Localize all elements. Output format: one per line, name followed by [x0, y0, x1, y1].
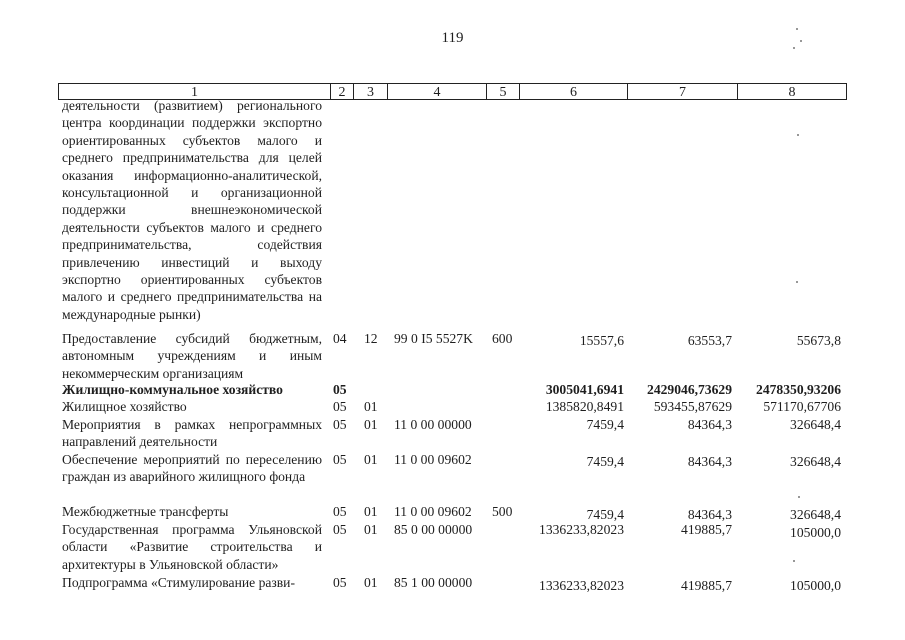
row-value-col7: 84364,3	[687, 454, 732, 469]
row-value-col8: 326648,4	[790, 417, 841, 432]
row-section: 05	[333, 417, 347, 432]
row-subsection: 01	[364, 399, 378, 414]
row-name: Жилищное хозяйство	[62, 399, 187, 414]
scan-speck	[800, 40, 802, 42]
row-value-col6: 1336233,82023	[539, 578, 624, 593]
header-col-8: 8	[788, 85, 796, 100]
row-name: деятельности (развитием) регионального центра координации поддержки экспортно ориентированных субъектов малого и среднего предпринимательства для целей оказания информационно-аналитической, консультационной и организационной поддержки внешнеэкономической деятельности субъектов малого и среднего предпринимательства, содействия привлечению инвестиций и выходу экспортно ориентированных субъектов малого и среднего предпринимательства на международные рынки)	[62, 98, 322, 322]
row-subsection: 01	[364, 504, 378, 519]
row-section: 05	[333, 504, 347, 519]
row-value-col6: 1385820,8491	[545, 399, 624, 414]
scan-speck	[796, 28, 798, 30]
row-value-col8: 2478350,93206	[756, 382, 841, 397]
row-name: Предоставление субсидий бюджетным, автономным учреждениям и иным некоммерческим организациям	[62, 331, 322, 381]
scan-speck	[793, 560, 795, 562]
row-value-col7: 2429046,73629	[647, 382, 732, 397]
row-value-col8: 105000,0	[790, 578, 841, 593]
row-value-col8: 55673,8	[796, 333, 841, 348]
row-value-col6: 7459,4	[586, 454, 624, 469]
row-section: 05	[333, 399, 347, 414]
row-section: 05	[333, 575, 347, 590]
row-name: Жилищно-коммунальное хозяйство	[62, 382, 283, 397]
scan-speck	[797, 134, 799, 136]
row-target-code: 11 0 00 09602	[394, 504, 472, 519]
row-target-code: 11 0 00 00000	[394, 417, 472, 432]
header-col-4: 4	[388, 84, 487, 99]
row-value-col8: 326648,4	[790, 507, 841, 522]
row-target-code: 85 0 00 00000	[394, 522, 473, 537]
header-col-3: 3	[354, 84, 388, 99]
row-section: 05	[333, 522, 347, 537]
row-value-col8: 571170,67706	[763, 399, 841, 414]
row-subsection: 01	[364, 417, 378, 432]
row-subsection: 12	[364, 331, 378, 346]
row-name: Обеспечение мероприятий по переселению граждан из аварийного жилищного фонда	[62, 452, 322, 485]
row-value-col7: 419885,7	[681, 522, 732, 537]
row-subsection: 01	[364, 452, 378, 467]
row-value-col8: 326648,4	[790, 454, 841, 469]
header-col-7: 7	[628, 84, 738, 99]
row-value-col6: 15557,6	[579, 333, 624, 348]
row-value-col7: 84364,3	[687, 417, 732, 432]
row-value-col7: 593455,87629	[653, 399, 732, 414]
header-col-1: 1	[59, 84, 331, 99]
row-target-code: 85 1 00 00000	[394, 575, 473, 590]
scan-speck	[798, 496, 800, 498]
row-value-col6: 1336233,82023	[539, 522, 624, 537]
scan-speck	[793, 47, 795, 49]
row-name: Мероприятия в рамках непрограммных направлений деятельности	[62, 417, 322, 450]
row-value-col7: 84364,3	[687, 507, 732, 522]
row-value-col6: 7459,4	[586, 507, 624, 522]
scan-speck	[796, 281, 798, 283]
row-section: 05	[333, 382, 347, 397]
row-section: 05	[333, 452, 347, 467]
row-section: 04	[333, 331, 347, 346]
row-value-col6: 7459,4	[586, 417, 624, 432]
page-number: 119	[441, 30, 464, 46]
row-expense-type: 500	[492, 504, 513, 519]
row-value-col7: 419885,7	[681, 578, 732, 593]
row-value-col7: 63553,7	[687, 333, 732, 348]
header-col-5: 5	[487, 84, 520, 99]
row-name: Подпрограмма «Стимулирование разви-	[62, 575, 295, 590]
row-expense-type: 600	[492, 331, 513, 346]
row-name: Межбюджетные трансферты	[62, 504, 229, 519]
header-col-6: 6	[520, 84, 628, 99]
row-subsection: 01	[364, 575, 378, 590]
header-col-2: 2	[331, 84, 354, 99]
row-value-col6: 3005041,6941	[545, 382, 624, 397]
row-name: Государственная программа Ульяновской области «Развитие строительства и архитектуры в Ульяновской области»	[62, 522, 322, 572]
row-target-code: 99 0 I5 5527K	[394, 331, 473, 346]
row-value-col8: 105000,0	[790, 525, 841, 540]
row-target-code: 11 0 00 09602	[394, 452, 472, 467]
row-subsection: 01	[364, 522, 378, 537]
